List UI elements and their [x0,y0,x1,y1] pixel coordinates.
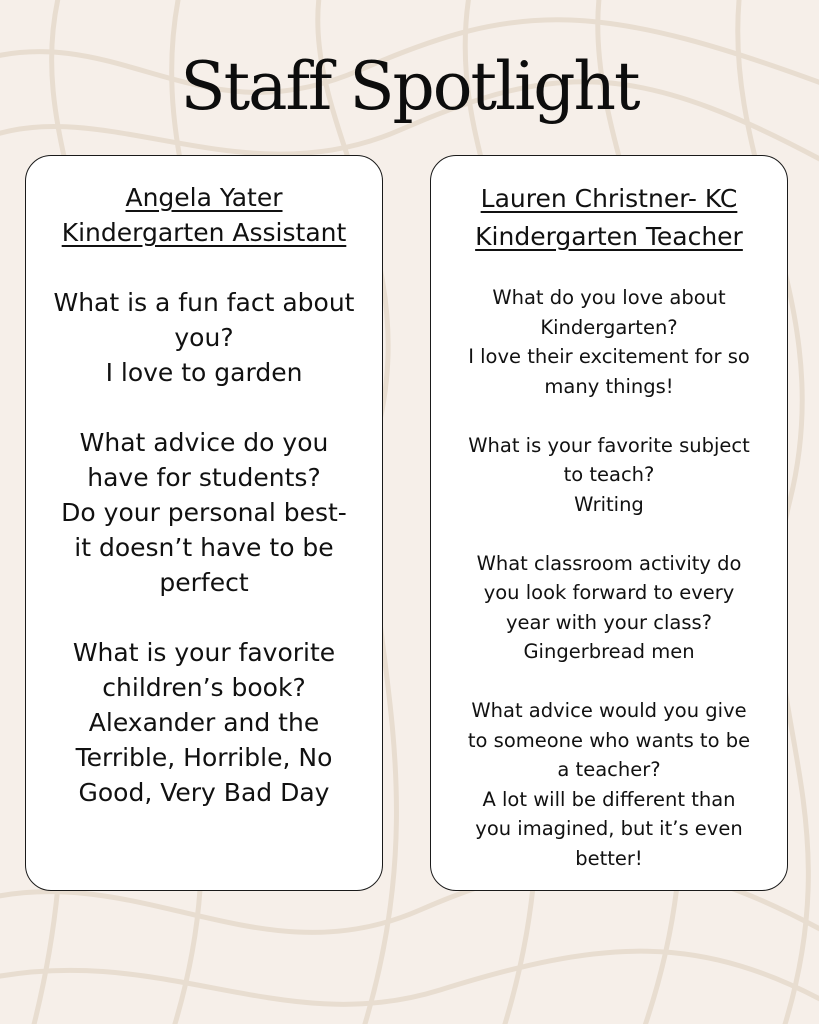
answer-text: Alexander and the [88,708,320,737]
qa-item [443,431,775,520]
question-text: What do you love about [492,286,726,309]
answer-text: Good, Very Bad Day [78,778,330,807]
question-text: to someone who wants to be [467,728,751,752]
staff-name: Lauren Christner- KC [480,184,738,213]
qa-item [443,696,775,873]
question-text: have for students? [87,463,321,492]
qa-item [40,285,368,390]
staff-role: Kindergarten Teacher [475,222,743,251]
question-text: What advice would you give [471,699,747,722]
question-text: you? [174,323,234,352]
question-text: to teach? [563,463,655,486]
qa-item [443,549,775,667]
question-text: What classroom activity do [476,551,742,575]
staff-role: Kindergarten Assistant [61,218,347,247]
question-text: a teacher? [557,758,661,781]
qa-item [443,283,775,401]
answer-text: better! [575,846,643,870]
staff-heading [40,180,368,250]
staff-card-lauren [430,155,788,891]
answer-text: I love their excitement for so [468,345,750,368]
question-text: What advice do you [79,428,329,457]
answer-text: many things! [544,374,674,398]
answer-text: Terrible, Horrible, No [75,743,333,772]
question-text: year with your class? [505,610,713,634]
answer-text: you imagined, but it’s even [475,817,743,840]
staff-name: Angela Yater [125,183,283,212]
question-text: What is your favorite [72,638,336,667]
qa-item [40,635,368,810]
staff-card-angela [25,155,383,891]
question-text: Kindergarten? [540,315,678,339]
answer-text: Do your personal best- [61,498,347,527]
staff-heading [443,180,775,256]
question-text: What is your favorite subject [468,433,750,457]
answer-text: it doesn’t have to be [74,533,334,562]
question-text: What is a fun fact about [53,288,355,317]
answer-text: perfect [159,568,249,597]
question-text: you look forward to every [483,581,735,604]
answer-text: I love to garden [105,358,303,387]
qa-item [40,425,368,600]
answer-text: Gingerbread men [523,640,695,663]
answer-text: Writing [574,492,644,516]
question-text: children’s book? [102,673,306,702]
page-title: Staff Spotlight [180,48,639,125]
answer-text: A lot will be different than [482,787,736,811]
